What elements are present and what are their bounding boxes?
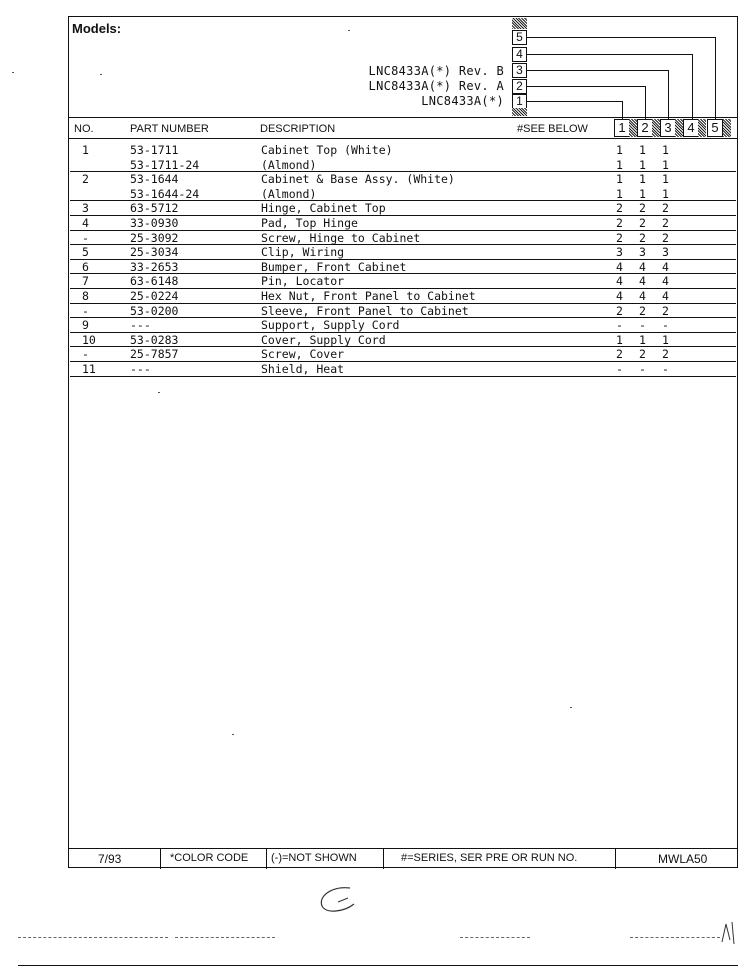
quantity-col-2: 2 — [639, 215, 646, 230]
dither-mark — [629, 119, 637, 137]
footer-divider — [383, 849, 384, 869]
model-number-box-2: 2 — [512, 79, 527, 94]
part-number: 53-1644-24 — [130, 186, 200, 201]
page-bottom-rule — [18, 965, 738, 966]
part-number: 33-2653 — [130, 259, 179, 274]
column-number-3: 3 — [660, 119, 676, 137]
quantity-col-1: - — [616, 361, 623, 376]
column-number-2: 2 — [637, 119, 653, 137]
part-description: Screw, Cover — [261, 347, 345, 362]
scan-speck — [100, 74, 102, 75]
part-description: Support, Supply Cord — [261, 318, 400, 333]
table-row — [0, 289, 750, 304]
quantity-col-2: 4 — [639, 259, 646, 274]
quantity-col-1: 2 — [616, 230, 623, 245]
connector-line — [645, 86, 646, 119]
part-number: --- — [130, 318, 151, 333]
part-description: Hinge, Cabinet Top — [261, 201, 386, 216]
part-description: (Almond) — [261, 186, 317, 201]
table-row — [0, 347, 750, 362]
row-number: 1 — [82, 143, 89, 157]
quantity-col-1: 2 — [616, 201, 623, 216]
models-label: Models: — [72, 21, 122, 36]
quantity-col-1: 1 — [616, 332, 623, 347]
column-number-1: 1 — [614, 119, 630, 137]
table-row — [0, 260, 750, 275]
part-description: Cabinet & Base Assy. (White) — [261, 172, 455, 187]
model-rev-a: LNC8433A(*) Rev. A — [368, 79, 504, 93]
part-description: Shield, Heat — [261, 361, 345, 376]
dither-mark — [512, 108, 527, 116]
connector-line — [692, 54, 693, 119]
part-description: Pad, Top Hinge — [261, 215, 358, 230]
footer-date: 7/93 — [98, 852, 122, 866]
quantity-col-3: 2 — [662, 201, 669, 216]
scan-artifact — [175, 937, 275, 939]
part-number: 53-1711-24 — [130, 157, 200, 172]
footer-bar — [68, 848, 738, 869]
quantity-col-3: 3 — [662, 245, 669, 260]
part-description: Cover, Supply Cord — [261, 332, 386, 347]
quantity-col-2: - — [639, 318, 646, 333]
part-number: 53-1644 — [130, 172, 179, 187]
quantity-col-1: 2 — [616, 303, 623, 318]
table-row — [0, 318, 750, 333]
row-number: 4 — [82, 215, 89, 230]
column-header-part-number: PART NUMBER — [130, 123, 209, 135]
quantity-col-3: 1 — [662, 172, 669, 187]
part-description: Pin, Locator — [261, 274, 345, 289]
row-number: - — [82, 230, 89, 245]
quantity-col-2: 1 — [639, 332, 646, 347]
row-number: 11 — [82, 361, 96, 376]
part-description: (Almond) — [261, 157, 317, 172]
column-header-no: NO. — [74, 123, 94, 135]
dither-mark — [698, 119, 706, 137]
quantity-col-2: 2 — [639, 230, 646, 245]
connector-line — [527, 54, 692, 55]
row-number: 9 — [82, 318, 89, 333]
scan-speck — [348, 30, 350, 31]
dither-mark — [652, 119, 660, 137]
connector-line — [527, 70, 668, 71]
table-row — [0, 304, 750, 319]
part-description: Clip, Wiring — [261, 245, 345, 260]
quantity-col-2: - — [639, 361, 646, 376]
quantity-col-3: 1 — [662, 332, 669, 347]
part-description: Bumper, Front Cabinet — [261, 259, 407, 274]
part-number: 33-0930 — [130, 215, 179, 230]
quantity-col-1: - — [616, 318, 623, 333]
model-number-box-1: 1 — [512, 94, 527, 109]
part-number: 25-3092 — [130, 230, 179, 245]
scan-speck — [232, 734, 234, 735]
quantity-col-2: 2 — [639, 347, 646, 362]
quantity-col-1: 1 — [616, 157, 623, 172]
quantity-col-2: 1 — [639, 143, 646, 157]
footer-divider — [160, 849, 161, 869]
scan-artifact — [630, 937, 720, 939]
part-number: 63-5712 — [130, 201, 179, 216]
model-number-box-5: 5 — [512, 30, 527, 45]
part-number: --- — [130, 361, 151, 376]
part-description: Sleeve, Front Panel to Cabinet — [261, 303, 469, 318]
connector-line — [715, 37, 716, 119]
row-number: - — [82, 347, 89, 362]
part-description: Screw, Hinge to Cabinet — [261, 230, 421, 245]
footer-series: #=SERIES, SER PRE OR RUN NO. — [401, 852, 578, 864]
header-top-rule — [68, 117, 738, 118]
scan-artifact — [460, 937, 530, 939]
row-number: 5 — [82, 245, 89, 260]
quantity-col-3: - — [662, 318, 669, 333]
row-number: 10 — [82, 332, 96, 347]
part-number: 25-7857 — [130, 347, 179, 362]
column-header-description: DESCRIPTION — [260, 123, 336, 135]
row-number: 3 — [82, 201, 89, 216]
footer-code: MWLA50 — [658, 852, 708, 866]
quantity-col-3: 1 — [662, 143, 669, 157]
quantity-col-3: - — [662, 361, 669, 376]
quantity-col-2: 1 — [639, 172, 646, 187]
scan-smudge-mark — [310, 882, 370, 922]
table-row — [0, 245, 750, 260]
quantity-col-3: 4 — [662, 274, 669, 289]
quantity-col-1: 3 — [616, 245, 623, 260]
column-header-see-below: #SEE BELOW — [517, 123, 588, 135]
part-number: 53-0283 — [130, 332, 179, 347]
model-number-box-4: 4 — [512, 47, 527, 62]
quantity-col-3: 2 — [662, 215, 669, 230]
quantity-col-1: 4 — [616, 288, 623, 303]
part-description: Cabinet Top (White) — [261, 143, 393, 157]
table-row — [0, 333, 750, 348]
table-row — [0, 362, 750, 377]
quantity-col-3: 2 — [662, 230, 669, 245]
table-row — [0, 172, 750, 187]
part-description: Hex Nut, Front Panel to Cabinet — [261, 288, 476, 303]
table-row — [0, 187, 750, 202]
connector-line — [527, 101, 622, 102]
scan-speck — [570, 707, 572, 708]
connector-line — [527, 86, 645, 87]
row-number: 2 — [82, 172, 89, 187]
scan-corner-mark — [718, 918, 742, 948]
parts-table-body — [0, 143, 750, 377]
connector-line — [527, 37, 715, 38]
quantity-col-2: 4 — [639, 274, 646, 289]
quantity-col-3: 1 — [662, 186, 669, 201]
table-row — [0, 274, 750, 289]
row-number: - — [82, 303, 89, 318]
footer-not-shown: (-)=NOT SHOWN — [271, 852, 357, 864]
quantity-col-3: 2 — [662, 303, 669, 318]
footer-divider — [615, 849, 616, 869]
scan-speck — [12, 72, 14, 73]
quantity-col-1: 1 — [616, 143, 623, 157]
footer-divider — [266, 849, 267, 869]
table-row — [0, 143, 750, 158]
quantity-col-1: 1 — [616, 186, 623, 201]
quantity-col-1: 1 — [616, 172, 623, 187]
row-number: 8 — [82, 288, 89, 303]
connector-line — [668, 70, 669, 119]
scan-speck — [158, 392, 160, 393]
model-base: LNC8433A(*) — [421, 94, 504, 108]
part-number: 63-6148 — [130, 274, 179, 289]
scan-artifact — [18, 937, 168, 939]
quantity-col-1: 2 — [616, 347, 623, 362]
part-number: 25-0224 — [130, 288, 179, 303]
column-number-4: 4 — [683, 119, 699, 137]
quantity-col-3: 1 — [662, 157, 669, 172]
row-number: 7 — [82, 274, 89, 289]
part-number: 53-0200 — [130, 303, 179, 318]
part-number: 25-3034 — [130, 245, 179, 260]
row-number: 6 — [82, 259, 89, 274]
table-row — [0, 216, 750, 231]
column-number-5: 5 — [707, 119, 723, 137]
quantity-col-2: 2 — [639, 303, 646, 318]
dither-mark — [512, 18, 527, 29]
quantity-col-1: 4 — [616, 259, 623, 274]
footer-color-code: *COLOR CODE — [170, 852, 249, 864]
quantity-col-3: 4 — [662, 288, 669, 303]
dither-mark — [723, 119, 731, 137]
model-number-box-3: 3 — [512, 63, 527, 78]
quantity-col-2: 1 — [639, 157, 646, 172]
header-bottom-rule — [68, 138, 738, 139]
dither-mark — [675, 119, 683, 137]
table-row — [0, 201, 750, 216]
quantity-col-2: 2 — [639, 201, 646, 216]
quantity-col-2: 1 — [639, 186, 646, 201]
quantity-col-1: 2 — [616, 215, 623, 230]
quantity-col-3: 2 — [662, 347, 669, 362]
table-row — [0, 231, 750, 246]
quantity-col-2: 4 — [639, 288, 646, 303]
table-row — [0, 158, 750, 173]
quantity-col-3: 4 — [662, 259, 669, 274]
quantity-col-2: 3 — [639, 245, 646, 260]
model-rev-b: LNC8433A(*) Rev. B — [368, 64, 504, 78]
quantity-col-1: 4 — [616, 274, 623, 289]
part-number: 53-1711 — [130, 143, 179, 157]
